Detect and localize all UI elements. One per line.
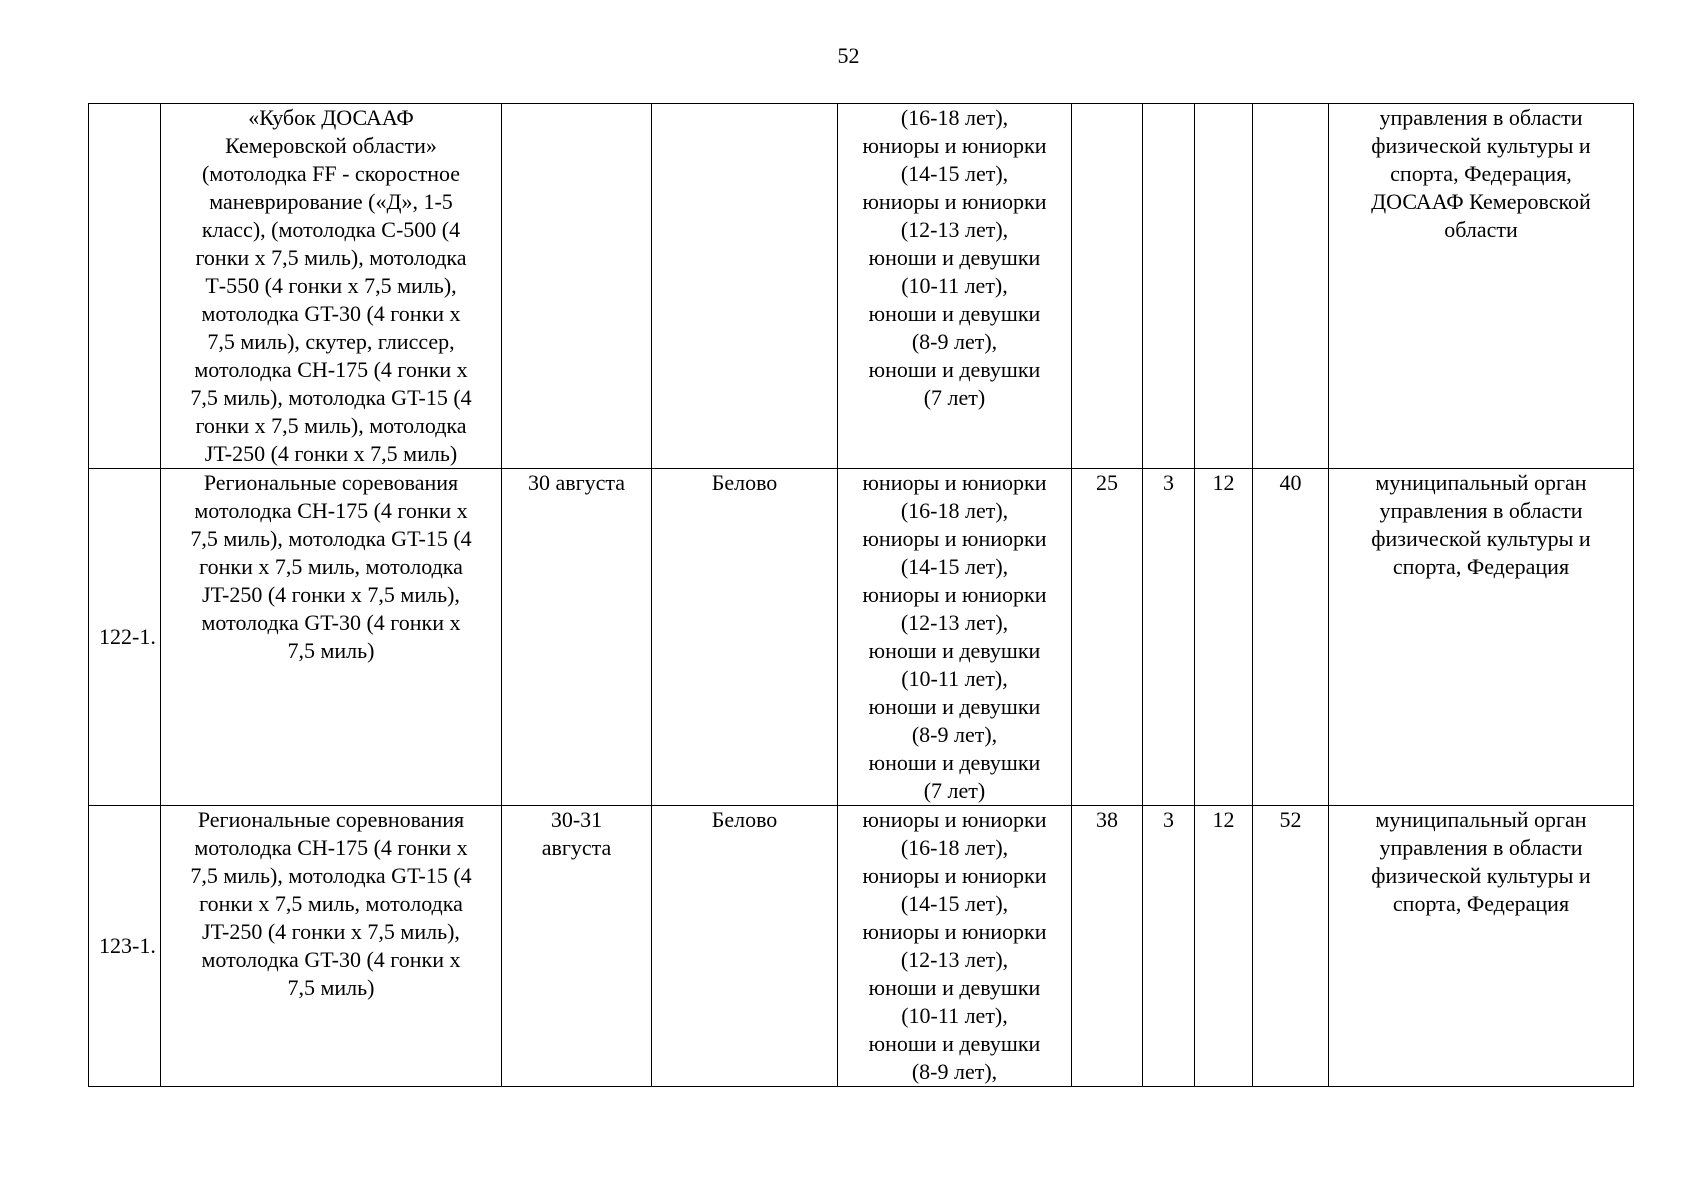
- event-name-cell: [161, 806, 502, 1087]
- event-date-cell: [502, 104, 652, 469]
- name-line: мотолодка CH-175 (4 гонки х: [194, 835, 468, 860]
- table-body: [89, 104, 1634, 1087]
- name-line: класс), (мотолодка С-500 (4: [201, 217, 461, 242]
- age-groups-cell: [838, 469, 1072, 806]
- groups-line: юниоры и юниорки: [862, 189, 1047, 214]
- event-name-cell: [161, 104, 502, 469]
- groups-line: (16-18 лет),: [900, 105, 1009, 130]
- name-line: (мотолодка FF - скоростное: [201, 161, 461, 186]
- org-line: области: [1444, 217, 1518, 242]
- name-line: мотолодка GT-30 (4 гонки х: [201, 610, 461, 635]
- event-place-cell: [652, 104, 838, 469]
- row-number-cell: 122-1.: [89, 469, 161, 806]
- org-line: спорта, Федерация: [1392, 554, 1570, 579]
- count-cell-c3: 12: [1195, 469, 1253, 806]
- event-place-cell: Белово: [652, 806, 838, 1087]
- org-line: управления в области: [1379, 498, 1583, 523]
- name-line: JT-250 (4 гонки х 7,5 миль),: [202, 919, 460, 944]
- org-line: ДОСААФ Кемеровской: [1371, 189, 1591, 214]
- event-date-cell: [502, 806, 652, 1087]
- name-line: Т-550 (4 гонки х 7,5 миль),: [205, 273, 457, 298]
- row-number-cell: 123-1.: [89, 806, 161, 1087]
- groups-line: юниоры и юниорки: [862, 582, 1047, 607]
- name-line: гонки х 7,5 миль, мотолодка: [199, 554, 463, 579]
- groups-line: (10-11 лет),: [901, 666, 1008, 691]
- org-line: физической культуры и: [1371, 863, 1591, 888]
- groups-line: (8-9 лет),: [911, 1059, 998, 1084]
- row-number-cell: [89, 104, 161, 469]
- count-cell-c1: [1072, 104, 1143, 469]
- groups-line: (10-11 лет),: [901, 1003, 1008, 1028]
- groups-line: (10-11 лет),: [901, 273, 1008, 298]
- groups-line: (7 лет): [923, 778, 986, 803]
- count-cell-c4: [1253, 104, 1329, 469]
- groups-line: юниоры и юниорки: [862, 919, 1047, 944]
- groups-line: (12-13 лет),: [900, 947, 1009, 972]
- org-line: муниципальный орган: [1375, 470, 1587, 495]
- event-name-cell: [161, 469, 502, 806]
- name-line: мотолодка GT-30 (4 гонки х: [201, 301, 461, 326]
- name-line: 7,5 миль), мотолодка GT-15 (4: [190, 863, 472, 888]
- name-line: гонки х 7,5 миль), мотолодка: [195, 245, 467, 270]
- groups-line: юноши и девушки: [868, 975, 1041, 1000]
- organizer-cell: [1329, 469, 1634, 806]
- groups-line: (14-15 лет),: [900, 161, 1009, 186]
- name-line: мотолодка GT-30 (4 гонки х: [201, 947, 461, 972]
- event-place-cell: Белово: [652, 469, 838, 806]
- count-cell-c2: 3: [1143, 469, 1195, 806]
- groups-line: юноши и девушки: [868, 245, 1041, 270]
- groups-line: юниоры и юниорки: [862, 470, 1047, 495]
- count-cell-c2: [1143, 104, 1195, 469]
- name-line: мотолодка CH-175 (4 гонки х: [194, 357, 468, 382]
- events-table: [88, 103, 1634, 1087]
- count-cell-c2: 3: [1143, 806, 1195, 1087]
- groups-line: юноши и девушки: [868, 301, 1041, 326]
- date-line: 30 августа: [527, 470, 626, 495]
- age-groups-cell: [838, 806, 1072, 1087]
- age-groups-cell: [838, 104, 1072, 469]
- count-cell-c3: 12: [1195, 806, 1253, 1087]
- name-line: мотолодка CH-175 (4 гонки х: [194, 498, 468, 523]
- table-row: [89, 806, 1634, 1087]
- count-cell-c4: 52: [1253, 806, 1329, 1087]
- groups-line: (16-18 лет),: [900, 498, 1009, 523]
- groups-line: юноши и девушки: [868, 1031, 1041, 1056]
- name-line: «Кубок ДОСААФ: [248, 105, 414, 130]
- groups-line: (14-15 лет),: [900, 554, 1009, 579]
- org-line: физической культуры и: [1371, 133, 1591, 158]
- groups-line: (8-9 лет),: [911, 722, 998, 747]
- org-line: физической культуры и: [1371, 526, 1591, 551]
- table-row: [89, 469, 1634, 806]
- groups-line: юноши и девушки: [868, 357, 1041, 382]
- name-line: JT-250 (4 гонки х 7,5 миль): [204, 441, 458, 466]
- groups-line: юноши и девушки: [868, 750, 1041, 775]
- groups-line: (8-9 лет),: [911, 329, 998, 354]
- count-cell-c1: 25: [1072, 469, 1143, 806]
- name-line: 7,5 миль), скутер, глиссер,: [207, 329, 455, 354]
- table-row: [89, 104, 1634, 469]
- name-line: гонки х 7,5 миль), мотолодка: [195, 413, 467, 438]
- page-number: 52: [837, 43, 860, 68]
- name-line: Региональные соревнования: [197, 807, 465, 832]
- org-line: управления в области: [1379, 835, 1583, 860]
- count-cell-c1: 38: [1072, 806, 1143, 1087]
- org-line: муниципальный орган: [1375, 807, 1587, 832]
- name-line: 7,5 миль): [287, 975, 375, 1000]
- org-line: спорта, Федерация,: [1390, 161, 1572, 186]
- name-line: маневрирование («Д», 1-5: [209, 189, 453, 214]
- name-line: 7,5 миль): [287, 638, 375, 663]
- groups-line: юноши и девушки: [868, 638, 1041, 663]
- organizer-cell: [1329, 806, 1634, 1087]
- groups-line: юниоры и юниорки: [862, 863, 1047, 888]
- groups-line: (14-15 лет),: [900, 891, 1009, 916]
- name-line: JT-250 (4 гонки х 7,5 миль),: [202, 582, 460, 607]
- groups-line: юниоры и юниорки: [862, 526, 1047, 551]
- event-date-cell: [502, 469, 652, 806]
- name-line: 7,5 миль), мотолодка GT-15 (4: [190, 526, 472, 551]
- name-line: Кемеровской области»: [225, 133, 437, 158]
- groups-line: (16-18 лет),: [900, 835, 1009, 860]
- org-line: спорта, Федерация: [1392, 891, 1570, 916]
- name-line: гонки х 7,5 миль, мотолодка: [199, 891, 463, 916]
- date-line: 30-31: [550, 807, 603, 832]
- name-line: 7,5 миль), мотолодка GT-15 (4: [190, 385, 472, 410]
- groups-line: юноши и девушки: [868, 694, 1041, 719]
- groups-line: юниоры и юниорки: [862, 133, 1047, 158]
- date-line: августа: [541, 835, 612, 860]
- groups-line: юниоры и юниорки: [862, 807, 1047, 832]
- groups-line: (12-13 лет),: [900, 217, 1009, 242]
- name-line: Региональные соревования: [203, 470, 459, 495]
- count-cell-c3: [1195, 104, 1253, 469]
- groups-line: (12-13 лет),: [900, 610, 1009, 635]
- organizer-cell: [1329, 104, 1634, 469]
- groups-line: (7 лет): [923, 385, 986, 410]
- count-cell-c4: 40: [1253, 469, 1329, 806]
- org-line: управления в области: [1379, 105, 1583, 130]
